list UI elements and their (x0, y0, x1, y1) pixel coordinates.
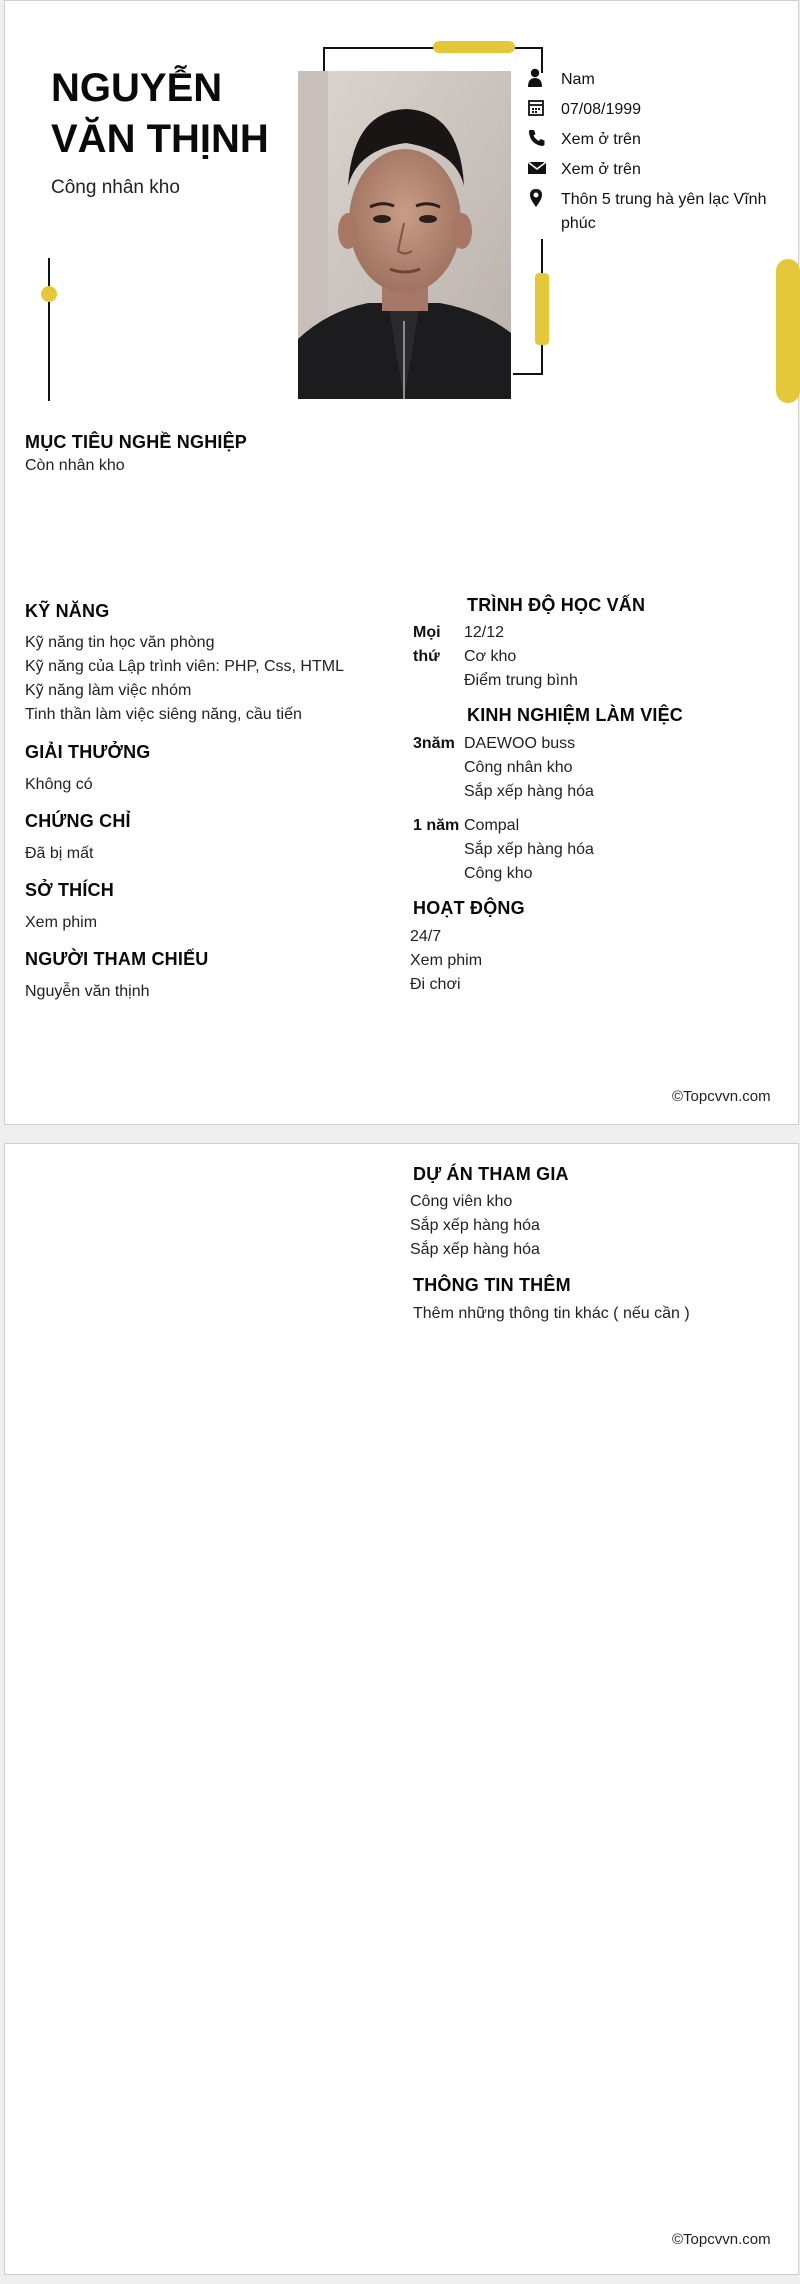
awards-title: GIẢI THƯỞNG (25, 742, 151, 762)
address-value: Thôn 5 trung hà yên lạc Vĩnh phúc (561, 191, 767, 232)
calendar-icon (527, 98, 549, 118)
frame-side-accent (535, 273, 549, 345)
experience-job-label: 1 năm (413, 817, 460, 834)
project-line: Sắp xếp hàng hóa (410, 1241, 540, 1258)
frame-top-accent (433, 41, 515, 53)
left-divider-line (48, 258, 50, 401)
name-line-2: VĂN THỊNH (51, 117, 269, 161)
edge-accent-bar (776, 259, 800, 403)
extra-info-title: THÔNG TIN THÊM (413, 1275, 571, 1295)
education-line: Cơ kho (464, 648, 517, 665)
education-line: 12/12 (464, 624, 505, 641)
skills-title: KỸ NĂNG (25, 601, 110, 621)
activities-title: HOẠT ĐỘNG (413, 898, 525, 918)
skill-item: Kỹ năng của Lập trình viên: PHP, Css, HTML (25, 658, 344, 675)
certificates-title: CHỨNG CHỈ (25, 811, 131, 831)
candidate-position: Công nhân kho (51, 177, 180, 198)
project-line: Công viên kho (410, 1193, 513, 1210)
frame-bottom-line (513, 373, 543, 375)
experience-job (464, 732, 594, 804)
experience-job-label: 3năm (413, 735, 455, 752)
profile-photo (298, 71, 511, 399)
skill-item: Tinh thần làm việc siêng năng, cầu tiến (25, 706, 302, 723)
address-row (527, 188, 781, 236)
copyright: ©Topcvvn.com (672, 1088, 771, 1105)
education-line: Điểm trung bình (464, 672, 578, 689)
activities-list (410, 925, 482, 997)
cv-page-1 (4, 0, 799, 1125)
awards-text: Không có (25, 776, 93, 793)
activity-line: Xem phim (410, 952, 483, 969)
hobbies-text: Xem phim (25, 914, 98, 931)
experience-line: Công nhân kho (464, 759, 573, 776)
projects-list (410, 1190, 540, 1262)
experience-title: KINH NGHIỆM LÀM VIỆC (467, 705, 684, 725)
phone-row (527, 128, 781, 152)
skills-list (25, 631, 395, 727)
activity-line: 24/7 (410, 928, 442, 945)
project-line: Sắp xếp hàng hóa (410, 1217, 540, 1234)
references-title: NGƯỜI THAM CHIẾU (25, 949, 209, 969)
certificates-text: Đã bị mất (25, 845, 94, 862)
phone-icon (527, 128, 549, 148)
skill-item: Kỹ năng tin học văn phòng (25, 634, 215, 651)
references-text: Nguyễn văn thịnh (25, 983, 150, 1000)
objective-text: Còn nhân kho (25, 457, 125, 474)
phone-value: Xem ở trên (561, 131, 641, 148)
birthday-row (527, 98, 781, 122)
mail-icon (527, 158, 549, 178)
name-line-1: NGUYỄN (51, 66, 223, 110)
cv-page-2 (4, 1143, 799, 2275)
activity-line: Đi chơi (410, 976, 461, 993)
experience-line: Compal (464, 817, 520, 834)
candidate-name (51, 63, 311, 165)
frame-left-line (323, 47, 325, 73)
birthday-value: 07/08/1999 (561, 101, 642, 118)
experience-job (464, 814, 594, 886)
objective-title: MỤC TIÊU NGHỀ NGHIỆP (25, 432, 248, 452)
experience-line: Sắp xếp hàng hóa (464, 783, 594, 800)
education-label: Mọi thứ (413, 624, 441, 665)
left-accent-dot (41, 286, 57, 302)
location-pin-icon (527, 188, 549, 208)
experience-line: Công kho (464, 865, 533, 882)
experience-line: Sắp xếp hàng hóa (464, 841, 594, 858)
skill-item: Kỹ năng làm việc nhóm (25, 682, 192, 699)
extra-info-text: Thêm những thông tin khác ( nếu cần ) (413, 1305, 690, 1322)
gender-value: Nam (561, 71, 595, 88)
projects-title: DỰ ÁN THAM GIA (413, 1164, 569, 1184)
person-icon (527, 68, 549, 88)
email-row (527, 158, 781, 182)
experience-line: DAEWOO buss (464, 735, 576, 752)
education-details (464, 621, 578, 693)
hobbies-title: SỞ THÍCH (25, 880, 114, 900)
education-title: TRÌNH ĐỘ HỌC VẤN (467, 595, 646, 615)
email-value: Xem ở trên (561, 161, 641, 178)
copyright: ©Topcvvn.com (672, 2231, 771, 2248)
gender-row (527, 68, 781, 92)
